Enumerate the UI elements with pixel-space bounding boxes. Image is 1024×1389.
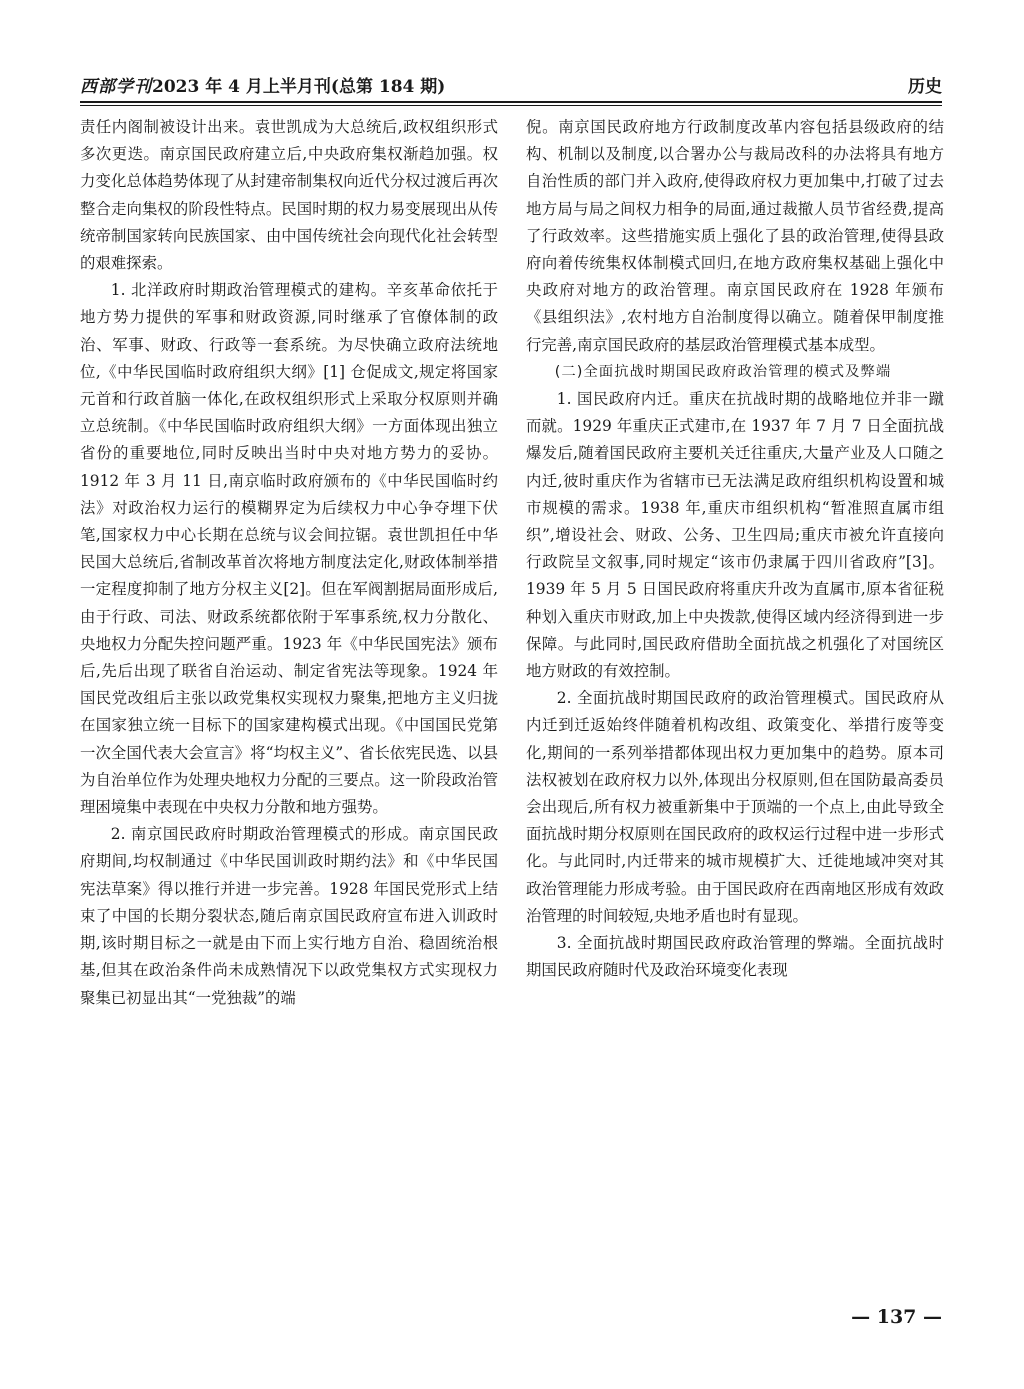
paragraph: 2. 南京国民政府时期政治管理模式的形成。南京国民政府期间,均权制通过《中华民国训政时期约法》和《中华民国宪法草案》得以推行并进一步完善。1928 年国民党形式上结束了中国的长期分裂状态,随后南京国民政府宣布进入训政时期,该时期目标之一就是由下而上实行地方自治、稳固统治根基,但其在政治条件尚未成熟情况下以政党集权方式实现权力聚集已初显出其“一党独裁”的端 <box>80 825 498 1007</box>
journal-title <box>80 72 445 97</box>
paragraph: 3. 全面抗战时期国民政府政治管理的弊端。全面抗战时期国民政府随时代及政治环境变化表现 <box>526 934 944 980</box>
header-rule-thin <box>80 105 942 106</box>
running-header <box>80 70 942 100</box>
paragraph: 倪。南京国民政府地方行政制度改革内容包括县级政府的结构、机制以及制度,以合署办公与裁局改科的办法将具有地方自治性质的部门并入政府,使得政府权力更加集中,打破了过去地方局与局之间权力相争的局面,通过裁撤人员节省经费,提高了行政效率。这些措施实质上强化了县的政治管理,使得县政府向着传统集权体制模式回归,在地方政府集权基础上强化中央政府对地方的政治管理。南京国民政府在 1928 年颁布《县组织法》,农村地方自治制度得以确立。随着保甲制度推行完善,南京国民政府的基层政治管理模式基本成型。 <box>526 118 944 354</box>
page-number: — 137 — <box>851 1306 942 1328</box>
paragraph: 1. 国民政府内迁。重庆在抗战时期的战略地位并非一蹴而就。1929 年重庆正式建市,在 1937 年 7 月 7 日全面抗战爆发后,随着国民政府主要机关迁往重庆,大量产业及人口随之内迁,彼时重庆作为省辖市已无法满足政府组织机构设置和城市规模的需求。1938 年,重庆市组织机构“暂准照直属市组织”,增设社会、财政、公务、卫生四局;重庆市被允许直接向行政院呈文叙事,同时规定“该市仍隶属于四川省政府”[3]。1939 年 5 月 5 日国民政府将重庆升改为直属市,原本省征税种划入重庆市财政,加上中央拨款,使得区域内经济得到进一步保障。与此同时,国民政府借助全面抗战之机强化了对国统区地方财政的有效控制。 <box>526 390 944 681</box>
paragraph: 责任内阁制被设计出来。袁世凯成为大总统后,政权组织形式多次更迭。南京国民政府建立后,中央政府集权渐趋加强。权力变化总体趋势体现了从封建帝制集权向近代分权过渡后再次整合走向集权的阶段性特点。民国时期的权力易变展现出从传统帝制国家转向民族国家、由中国传统社会向现代化社会转型的艰难探索。 <box>80 118 498 273</box>
left-column <box>80 114 498 1012</box>
subsection-heading: (二)全面抗战时期国民政府政治管理的模式及弊端 <box>554 363 892 380</box>
header-rule-thick <box>80 101 942 103</box>
issue-info: 2023 年 4 月上半月刊(总第 184 期) <box>152 77 446 97</box>
paragraph: 2. 全面抗战时期国民政府的政治管理模式。国民政府从内迁到迁返始终伴随着机构改组、政策变化、举措行废等变化,期间的一系列举措都体现出权力更加集中的趋势。原本司法权被划在政府权力以外,体现出分权原则,但在国防最高委员会出现后,所有权力被重新集中于顶端的一个点上,由此导致全面抗战时期分权原则在国民政府的政权运行过程中进一步形式化。与此同时,内迁带来的城市规模扩大、迁徙地域冲突对其政治管理能力形成考验。由于国民政府在西南地区形成有效政治管理的时间较短,央地矛盾也时有显现。 <box>526 689 944 925</box>
paragraph: 1. 北洋政府时期政治管理模式的建构。辛亥革命依托于地方势力提供的军事和财政资源,同时继承了官僚体制的政治、军事、财政、行政等一套系统。为尽快确立政府法统地位,《中华民国临时政府组织大纲》[1] 仓促成文,规定将国家元首和行政首脑一体化,在政权组织形式上采取分权原则并确立总统制。《中华民国临时政府组织大纲》一方面体现出独立省份的重要地位,同时反映出当时中央对地方势力的妥协。1912 年 3 月 11 日,南京临时政府颁布的《中华民国临时约法》对政治权力运行的模糊界定为后续权力中心争夺埋下伏笔,国家权力中心长期在总统与议会间拉锯。袁世凯担任中华民国大总统后,省制改革首次将地方制度法定化,财政体制举措一定程度抑制了地方分权主义[2]。但在军阀割据局面形成后,由于行政、司法、财政系统都依附于军事系统,权力分散化、央地权力分配失控问题严重。1923 年《中华民国宪法》颁布后,先后出现了联省自治运动、制定省宪法等现象。1924 年国民党改组后主张以政党集权实现权力聚集,把地方主义归拢在国家独立统一目标下的国家建构模式出现。《中国国民党第一次全国代表大会宣言》将“均权主义”、省长依宪民选、以县为自治单位作为处理央地权力分配的三要点。这一阶段政治管理困境集中表现在中央权力分散和地方强势。 <box>80 281 498 817</box>
journal-logo: 西部学刊 <box>80 77 152 97</box>
right-column <box>526 114 944 985</box>
section-name: 历史 <box>908 77 942 97</box>
